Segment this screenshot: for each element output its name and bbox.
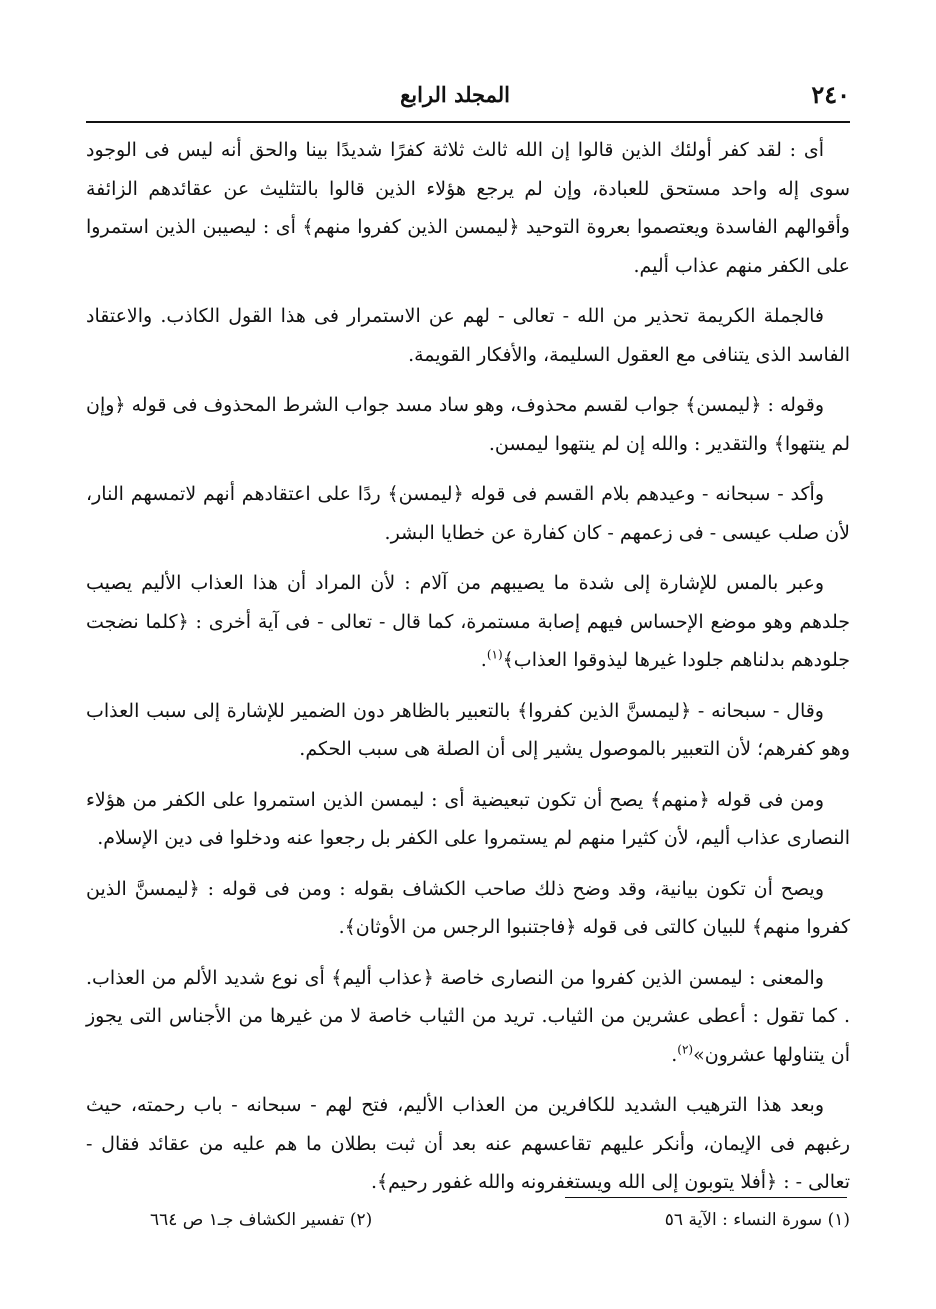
page-body bbox=[86, 131, 850, 1202]
paragraph-6: وقال - سبحانه - ﴿ليمسنَّ الذين كفروا﴾ بالتعبير بالظاهر دون الضمير للإشارة إلى سبب العذاب وهو كفرهم؛ لأن التعبير بالموصول يشير إلى أن الصلة هى سبب الحكم. bbox=[86, 699, 850, 760]
footnote-ref-2: (٢) bbox=[677, 1042, 694, 1057]
page-number: ٢٤٠ bbox=[811, 80, 850, 109]
header-divider bbox=[86, 121, 850, 123]
footnote-2: (٢) تفسير الكشاف جـ١ ص ٦٦٤ bbox=[150, 1210, 373, 1230]
footnote-divider bbox=[565, 1197, 847, 1198]
paragraph-8: ويصح أن تكون بيانية، وقد وضح ذلك صاحب الكشاف بقوله : ومن فى قوله : ﴿ليمسنَّ الذين كفروا منهم﴾ للبيان كالتى فى قوله ﴿فاجتنبوا الرجس من الأوثان﴾. bbox=[86, 877, 850, 938]
footnote-ref-1: (١) bbox=[486, 647, 503, 662]
paragraph-3: وقوله : ﴿ليمسن﴾ جواب لقسم محذوف، وهو ساد مسد جواب الشرط المحذوف فى قوله ﴿وإن لم ينتهوا﴾ والتقدير : والله إن لم ينتهوا ليمسن. bbox=[86, 394, 850, 455]
paragraph-1: أى : لقد كفر أولئك الذين قالوا إن الله ثالث ثلاثة كفرًا شديدًا بينا والحق أنه ليس فى الوجود سوى إله واحد مستحق للعبادة، وإن لم يرجع هؤلاء الذين قالوا بالتثليث عن عقائدهم الزائفة وأقوالهم الفاسدة ويعتصموا بعروة التوحيد ﴿ليمسن الذين كفروا منهم﴾ أى : ليصيبن الذين استمروا على الكفر منهم عذاب أليم. bbox=[86, 139, 850, 277]
paragraph-2: فالجملة الكريمة تحذير من الله - تعالى - لهم عن الاستمرار فى هذا القول الكاذب. والاعتقاد الفاسد الذى يتنافى مع العقول السليمة، والأفكار القويمة. bbox=[86, 305, 850, 366]
paragraph-9: والمعنى : ليمسن الذين كفروا من النصارى خاصة ﴿عذاب أليم﴾ أى نوع شديد الألم من العذاب. . كما تقول : أعطى عشرين من الثياب. تريد من الثياب خاصة لا من غيرها من الأجناس التى يجوز أن يتناولها عشرون»$^{(٢)}$. bbox=[86, 966, 850, 1066]
paragraph-4: وأكد - سبحانه - وعيدهم بلام القسم فى قوله ﴿ليمسن﴾ ردًا على اعتقادهم أنهم لاتمسهم النار، لأن صلب عيسى - فى زعمهم - كان كفارة عن خطايا البشر. bbox=[86, 483, 850, 544]
page-header bbox=[86, 80, 850, 116]
footnote-1: (١) سورة النساء : الآية ٥٦ bbox=[664, 1210, 850, 1230]
paragraph-5: وعبر بالمس للإشارة إلى شدة ما يصيبهم من آلام : لأن المراد أن هذا العذاب الأليم يصيب جلدهم وهو موضع الإحساس فيهم إصابة مستمرة، كما قال - تعالى - فى آية أخرى : ﴿كلما نضجت جلودهم بدلناهم جلودا غيرها ليذوقوا العذاب﴾$^{(١)}$. bbox=[86, 572, 850, 671]
paragraph-10: وبعد هذا الترهيب الشديد للكافرين من العذاب الأليم، فتح لهم - سبحانه - باب رحمته، حيث رغبهم فى الإيمان، وأنكر عليهم تقاعسهم عنه بعد أن ثبت بطلان ما هم عليه من عقائد فقال - تعالى - : ﴿أفلا يتوبون إلى الله ويستغفرونه والله غفور رحيم﴾. bbox=[86, 1094, 850, 1193]
volume-title: المجلد الرابع bbox=[400, 82, 510, 107]
footnotes bbox=[150, 1210, 850, 1240]
paragraph-7: ومن فى قوله ﴿منهم﴾ يصح أن تكون تبعيضية أى : ليمسن الذين استمروا على الكفر من هؤلاء النصارى عذاب أليم، لأن كثيرا منهم لم يستمروا على الكفر بل رجعوا عنه ودخلوا فى دين الإسلام. bbox=[86, 788, 850, 849]
